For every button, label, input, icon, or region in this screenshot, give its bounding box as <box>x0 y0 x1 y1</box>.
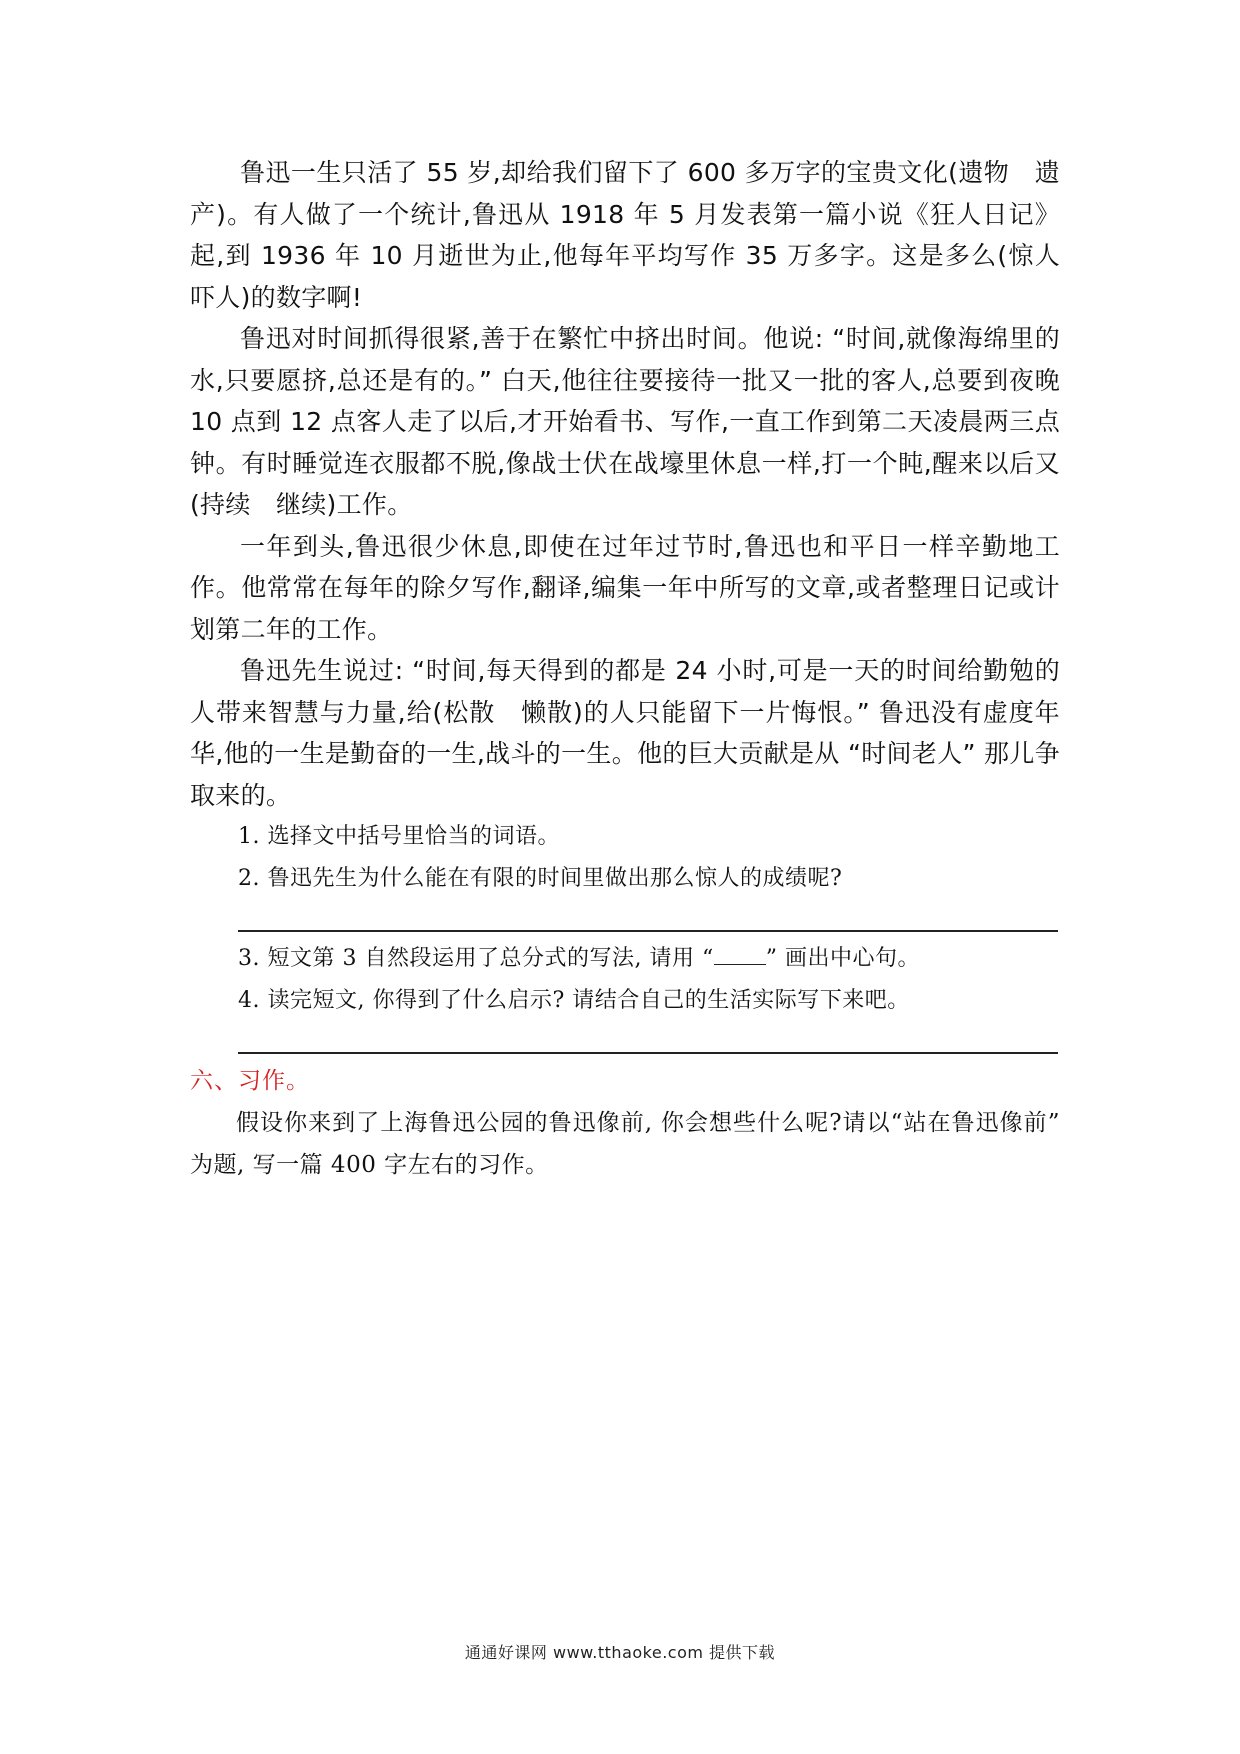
worksheet-page <box>190 152 1086 1186</box>
section-6-title: 六、习作。 <box>190 1068 310 1094</box>
question-3-text-after: ” 画出中心句。 <box>765 946 920 971</box>
article-paragraph-3: 一年到头,鲁迅很少休息,即使在过年过节时,鲁迅也和平日一样辛勤地工作。他常常在每年的除夕写作,翻译,编集一年中所写的文章,或者整理日记或计划第二年的工作。 <box>190 531 1060 644</box>
article-paragraph-1: 鲁迅一生只活了 55 岁,却给我们留下了 600 多万字的宝贵文化(遗物 遗产)。有人做了一个统计,鲁迅从 1918 年 5 月发表第一篇小说《狂人日记》起,到 1936 年 10 月逝世为止,他每年平均写作 35 万多字。这是多么(惊人 吓人)的数字啊! <box>190 158 1086 312</box>
question-3 <box>190 938 1060 980</box>
question-2: 2. 鲁迅先生为什么能在有限的时间里做出那么惊人的成绩呢? <box>238 866 843 891</box>
question-3-text-before: 3. 短文第 3 自然段运用了总分式的写法, 请用 “ <box>238 946 714 971</box>
underline-sample <box>714 946 766 965</box>
essay-prompt: 假设你来到了上海鲁迅公园的鲁迅像前, 你会想些什么呢?请以“站在鲁迅像前” 为题, 写一篇 400 字左右的习作。 <box>190 1110 1060 1178</box>
question-4: 4. 读完短文, 你得到了什么启示? 请结合自己的生活实际写下来吧。 <box>238 988 910 1013</box>
footer-watermark: 通通好课网 www.tthaoke.com 提供下载 <box>464 1643 776 1662</box>
article-paragraph-4: 鲁迅先生说过: “时间,每天得到的都是 24 小时,可是一天的时间给勤勉的人带来智慧与力量,给(松散 懒散)的人只能留下一片悔恨。” 鲁迅没有虚度年华,他的一生是勤奋的一生,战斗的一生。他的巨大贡献是从 “时间老人” 那儿争取来的。 <box>190 656 1060 810</box>
question-1: 1. 选择文中括号里恰当的词语。 <box>238 824 560 849</box>
article-paragraph-2: 鲁迅对时间抓得很紧,善于在繁忙中挤出时间。他说: “时间,就像海绵里的水,只要愿挤,总还是有的。” 白天,他往往要接待一批又一批的客人,总要到夜晚 10 点到 12 点客人走了以后,才开始看书、写作,一直工作到第二天凌晨两三点钟。有时睡觉连衣服都不脱,像战士伏在战壕里休息一样,打一个盹,醒来以后又(持续 继续)工作。 <box>190 324 1060 519</box>
